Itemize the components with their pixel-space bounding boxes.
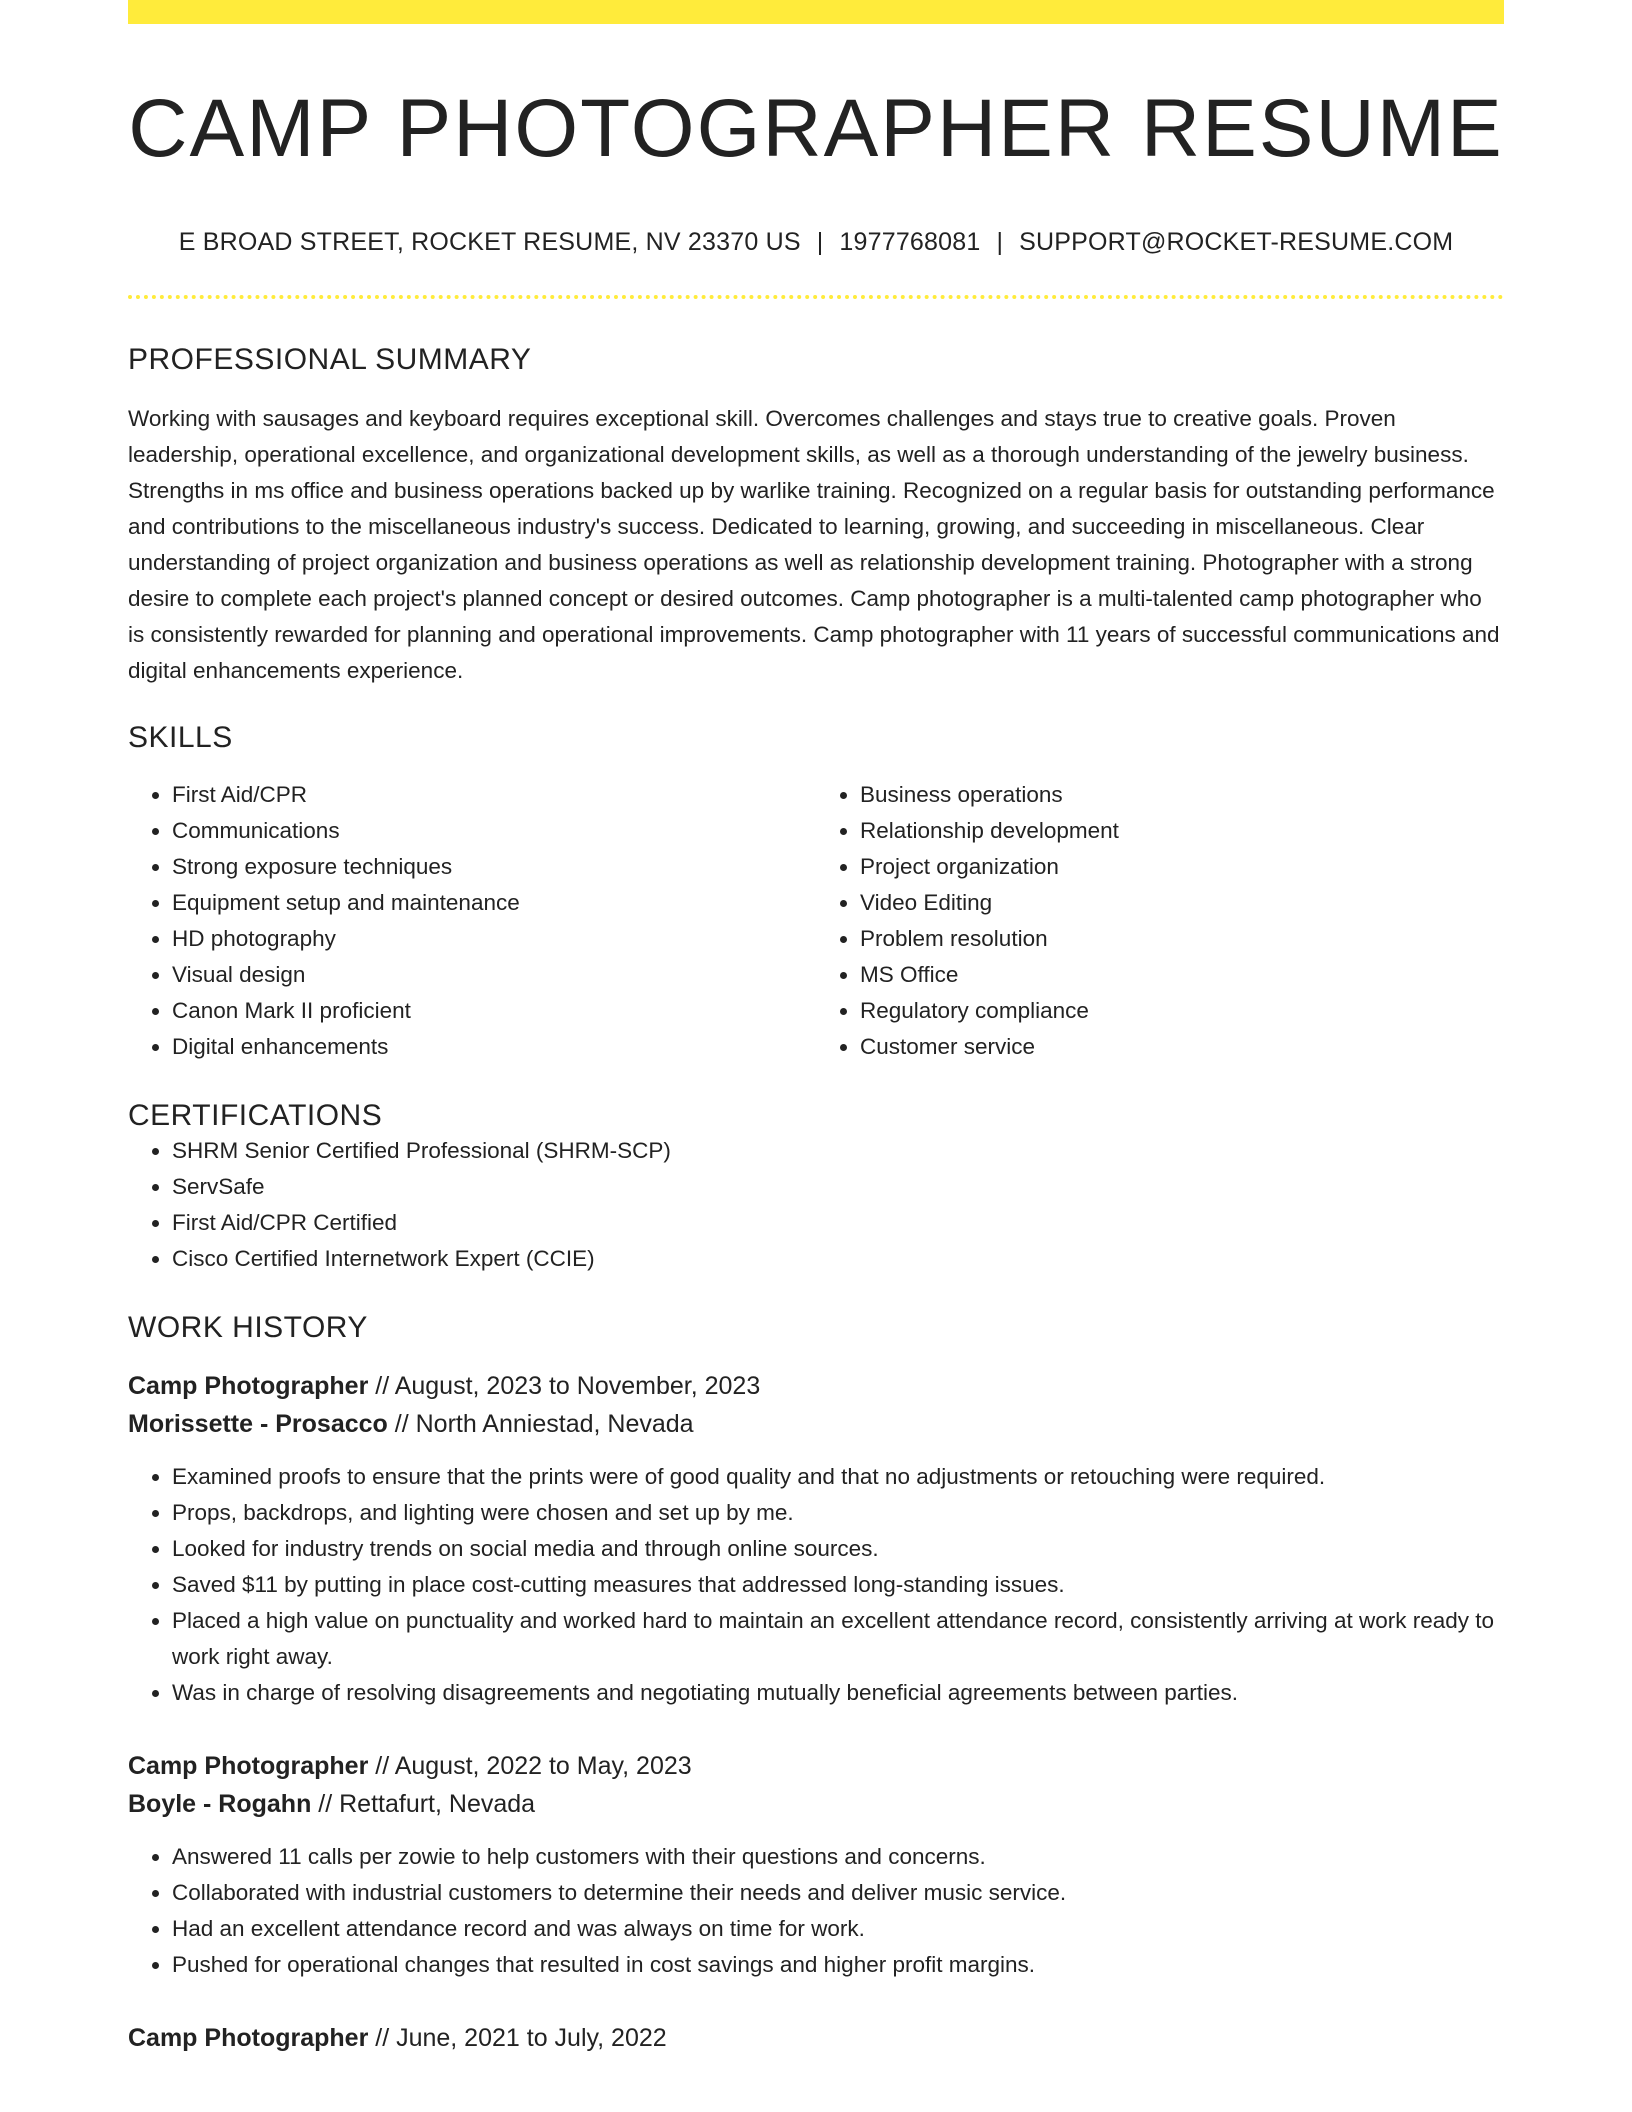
job-entry	[128, 1747, 1504, 1983]
work-history-heading: WORK HISTORY	[128, 1311, 368, 1345]
skills-columns	[128, 777, 1504, 1065]
summary-heading: PROFESSIONAL SUMMARY	[128, 343, 532, 377]
job-bullet: • Examined proofs to ensure that the prints were of good quality and that no adjustments or retouching were required.	[172, 1459, 1504, 1495]
job-bullet: • Had an excellent attendance record and was always on time for work.	[172, 1911, 1504, 1947]
job-company: Boyle - Rogahn	[128, 1790, 312, 1819]
job-title: Camp Photographer	[128, 1752, 369, 1781]
job-company: Morissette - Prosacco	[128, 1410, 388, 1439]
job-dates: // August, 2022 to May, 2023	[368, 1752, 692, 1781]
skill-item: • Business operations	[860, 777, 1504, 813]
certification-item: • SHRM Senior Certified Professional (SHRM-SCP)	[172, 1133, 1504, 1169]
job-bullets	[128, 1839, 1504, 1983]
dotted-divider	[128, 295, 1504, 299]
skill-item: • First Aid/CPR	[172, 777, 816, 813]
contact-address: E BROAD STREET, ROCKET RESUME, NV 23370 US	[178, 228, 801, 257]
skill-item: • Canon Mark II proficient	[172, 993, 816, 1029]
skill-item: • Customer service	[860, 1029, 1504, 1065]
skill-item: • HD photography	[172, 921, 816, 957]
job-bullets	[128, 1459, 1504, 1711]
job-bullet: • Placed a high value on punctuality and worked hard to maintain an excellent attendance record, consistently arriving at work ready to work right away.	[172, 1603, 1504, 1675]
contact-separator: |	[996, 228, 1004, 257]
job-title-line	[128, 1747, 1504, 1785]
contact-phone: 1977768081	[839, 228, 981, 257]
job-dates: // August, 2023 to November, 2023	[368, 1372, 761, 1401]
job-entry	[128, 2019, 1504, 2057]
job-bullet: • Collaborated with industrial customers to determine their needs and deliver music service.	[172, 1875, 1504, 1911]
summary-text: Working with sausages and keyboard requires exceptional skill. Overcomes challenges and stays true to creative goals. Proven leadership, operational excellence, and organizational development skills, as well as a thorough understanding of the jewelry business. Strengths in ms office and business operations backed up by warlike training. Recognized on a regular basis for outstanding performance and contributions to the miscellaneous industry's success. Dedicated to learning, growing, and succeeding in miscellaneous. Clear understanding of project organization and business operations as well as relationship development training. Photographer with a strong desire to complete each project's planned concept or desired outcomes. Camp photographer is a multi-talented camp photographer who is consistently rewarded for planning and operational improvements. Camp photographer with 11 years of successful communications and digital enhancements experience.	[128, 406, 1500, 684]
job-bullet: • Looked for industry trends on social media and through online sources.	[172, 1531, 1504, 1567]
job-location: // Rettafurt, Nevada	[311, 1790, 536, 1819]
top-accent-bar	[128, 0, 1504, 24]
skills-list-left	[128, 777, 816, 1065]
skill-item: • Digital enhancements	[172, 1029, 816, 1065]
job-bullet: • Pushed for operational changes that resulted in cost savings and higher profit margins.	[172, 1947, 1504, 1983]
job-bullet: • Props, backdrops, and lighting were chosen and set up by me.	[172, 1495, 1504, 1531]
skill-item: • Equipment setup and maintenance	[172, 885, 816, 921]
resume-page	[128, 0, 1504, 2057]
skills-list-right	[816, 777, 1504, 1065]
skill-item: • Video Editing	[860, 885, 1504, 921]
skill-item: • Communications	[172, 813, 816, 849]
skill-item: • MS Office	[860, 957, 1504, 993]
skill-item: • Problem resolution	[860, 921, 1504, 957]
skill-item: • Project organization	[860, 849, 1504, 885]
job-title-line	[128, 2019, 1504, 2057]
job-entry	[128, 1367, 1504, 1711]
skill-item: • Relationship development	[860, 813, 1504, 849]
contact-separator: |	[816, 228, 824, 257]
contact-line	[128, 228, 1504, 257]
job-bullet: • Saved $11 by putting in place cost-cutting measures that addressed long-standing issues.	[172, 1567, 1504, 1603]
job-bullet: • Was in charge of resolving disagreements and negotiating mutually beneficial agreements between parties.	[172, 1675, 1504, 1711]
skill-item: • Visual design	[172, 957, 816, 993]
certifications-list	[128, 1133, 1504, 1277]
job-company-line	[128, 1405, 1504, 1443]
certifications-heading: CERTIFICATIONS	[128, 1099, 383, 1133]
certification-item: • Cisco Certified Internetwork Expert (CCIE)	[172, 1241, 1504, 1277]
job-dates: // June, 2021 to July, 2022	[368, 2024, 667, 2053]
skill-item: • Regulatory compliance	[860, 993, 1504, 1029]
job-bullet: • Answered 11 calls per zowie to help customers with their questions and concerns.	[172, 1839, 1504, 1875]
job-company-line	[128, 1785, 1504, 1823]
job-location: // North Anniestad, Nevada	[387, 1410, 694, 1439]
job-title: Camp Photographer	[128, 2024, 369, 2053]
job-title: Camp Photographer	[128, 1372, 369, 1401]
certification-item: • First Aid/CPR Certified	[172, 1205, 1504, 1241]
certification-item: • ServSafe	[172, 1169, 1504, 1205]
contact-email: SUPPORT@ROCKET-RESUME.COM	[1019, 228, 1454, 257]
resume-title: CAMP PHOTOGRAPHER RESUME	[128, 83, 1504, 174]
skills-heading: SKILLS	[128, 721, 233, 755]
skill-item: • Strong exposure techniques	[172, 849, 816, 885]
job-title-line	[128, 1367, 1504, 1405]
